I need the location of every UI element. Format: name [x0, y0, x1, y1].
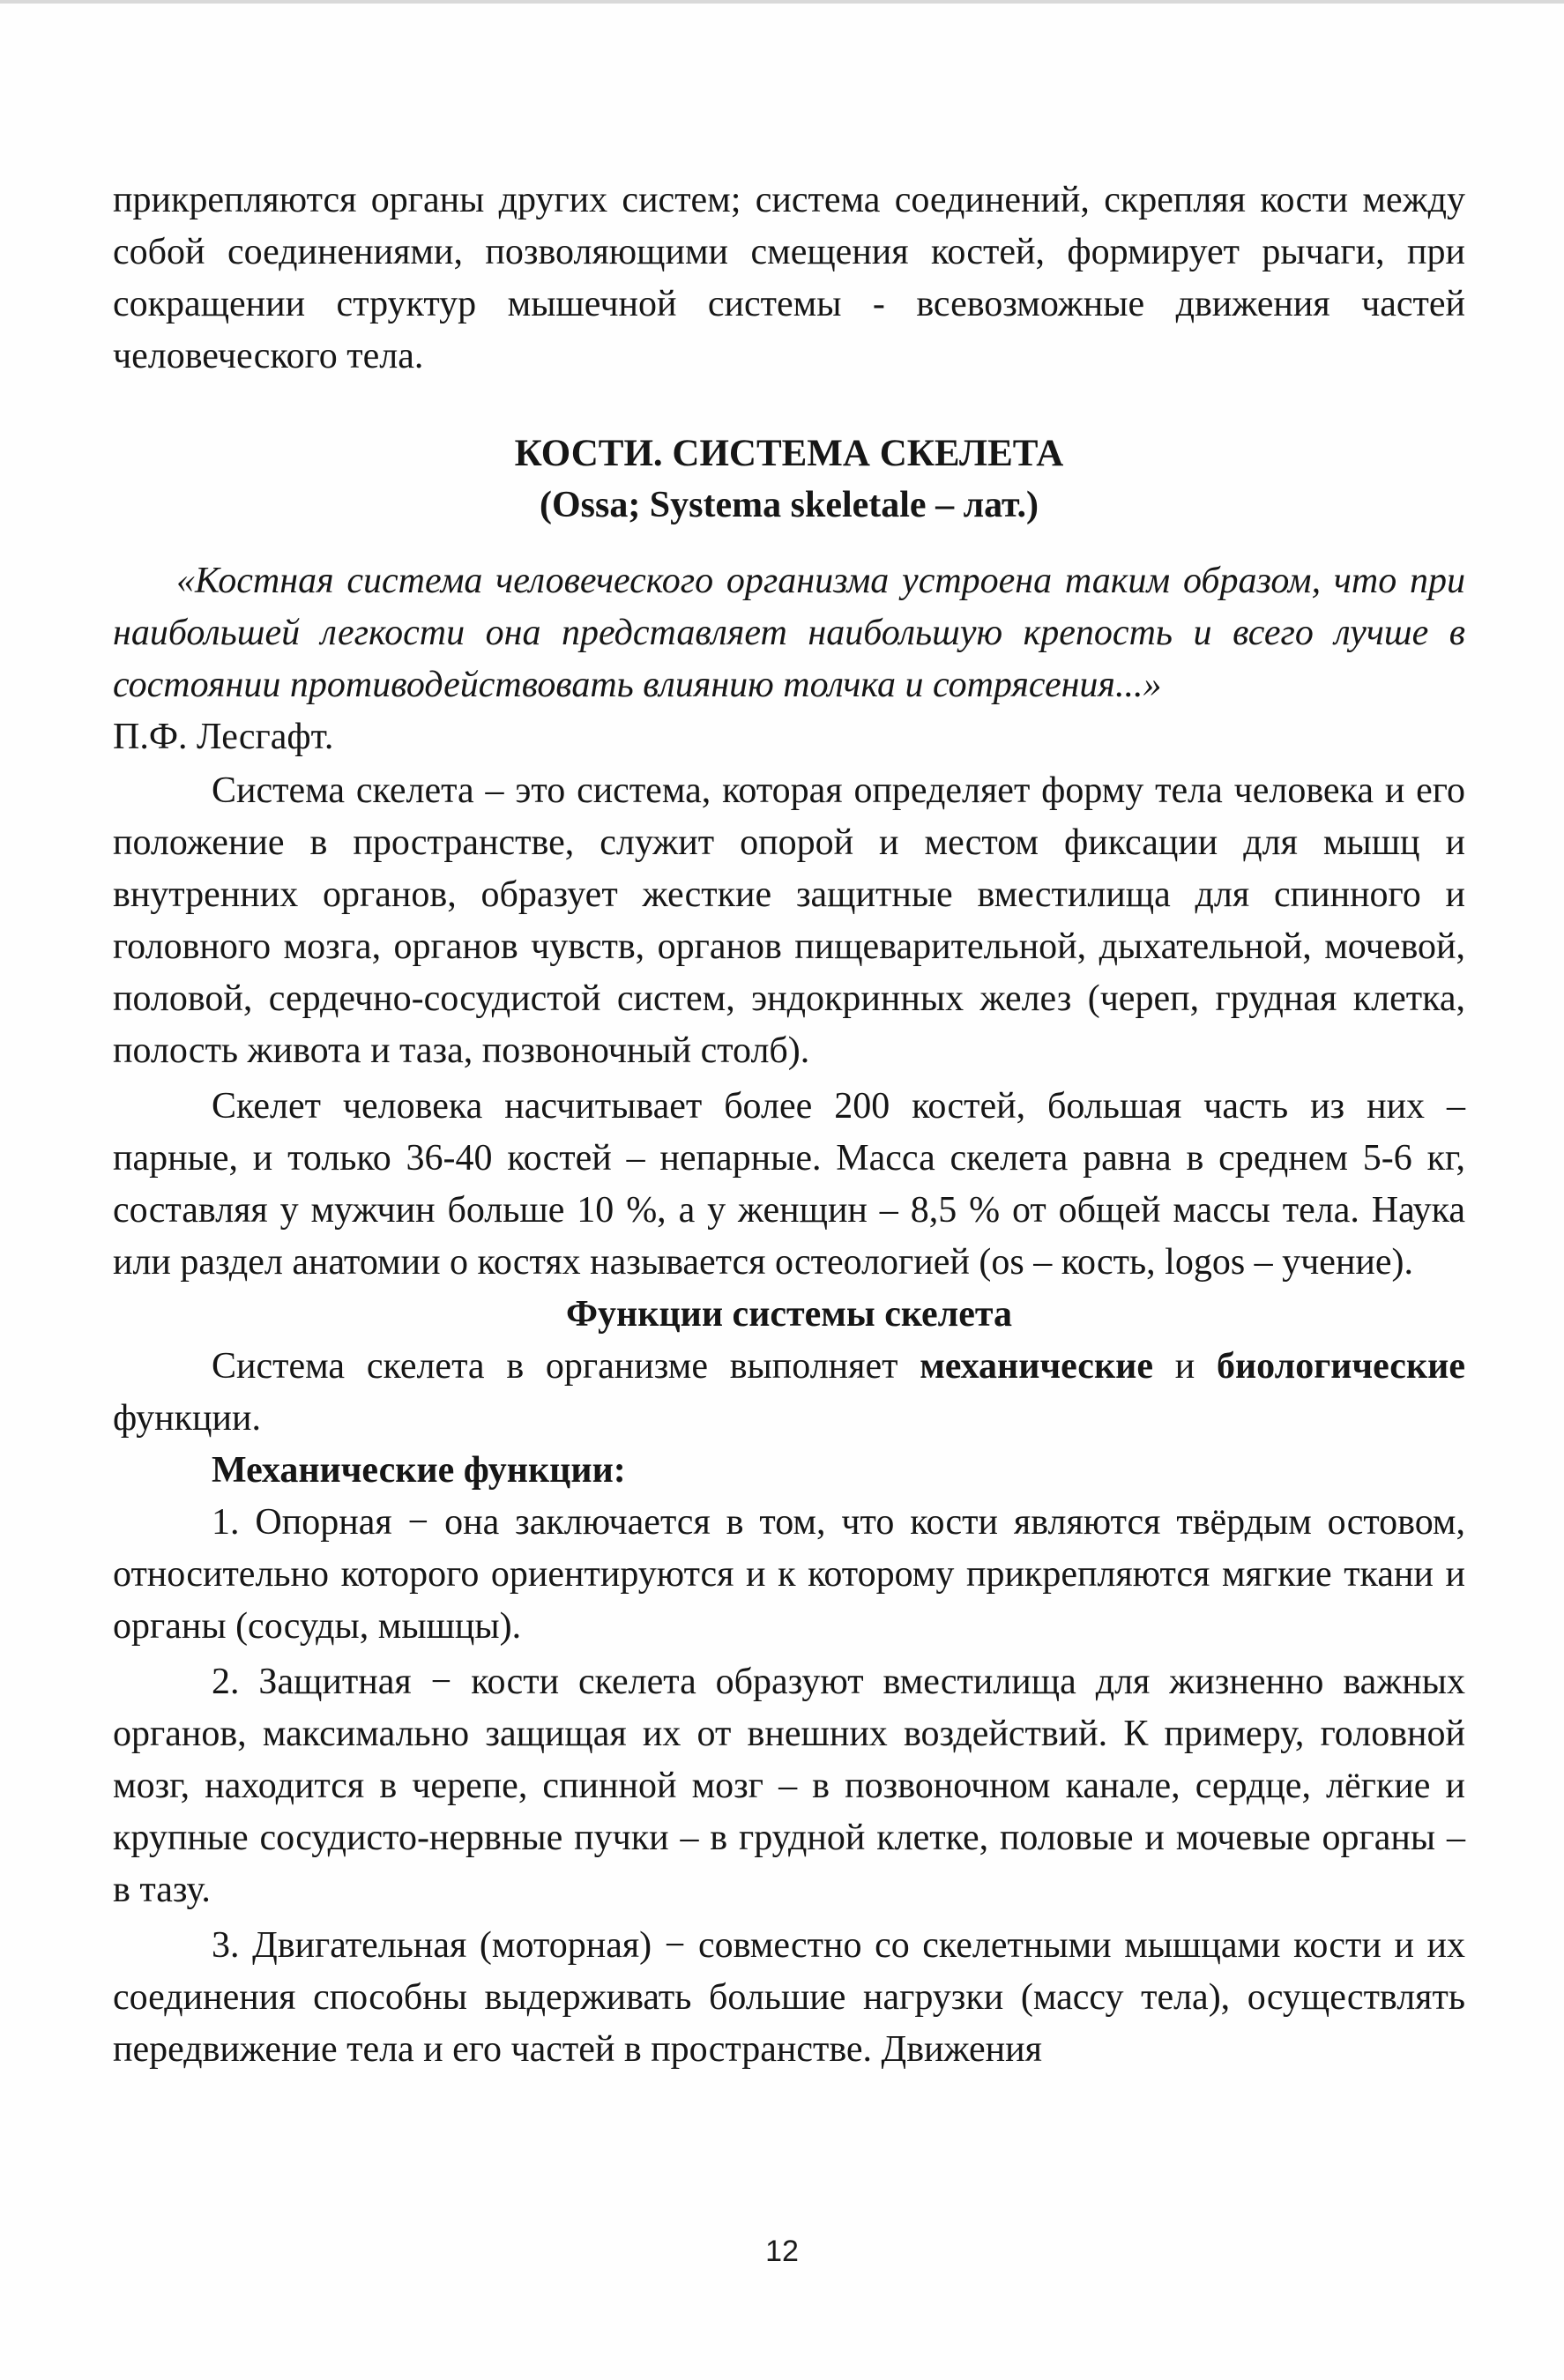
page-content: [113, 175, 1465, 2076]
functions-intro: [113, 1341, 1465, 1445]
functions-intro-mechanical: механические: [920, 1346, 1153, 1387]
scan-top-edge: [0, 0, 1564, 4]
mechanical-functions-heading: Механические функции:: [212, 1450, 626, 1491]
epigraph-quote: «Костная система человеческого организма устроена таким образом, что при наибольшей легкости она представляет наибольшую крепость и всего лучше в состоянии противодействовать влиянию толчка и сотрясения...»: [113, 561, 1465, 705]
list-item-support: 1. Опорная − она заключается в том, что кости являются твёрдым остовом, относительно которого ориентируются и к которому прикрепляются мягкие ткани и органы (сосуды, мышцы).: [113, 1502, 1465, 1647]
list-item-motor: 3. Двигательная (моторная) − совместно со скелетными мышцами кости и их соединения способны выдерживать большие нагрузки (массу тела), осуществлять передвижение тела и его частей в пространстве. Движения: [113, 1925, 1465, 2070]
page-number: 12: [765, 2235, 799, 2268]
intro-paragraph: прикрепляются органы других систем; система соединений, скрепляя кости между собой соединениями, позволяющими смещения костей, формирует рычаги, при сокращении структур мышечной системы - всевозможные движения частей человеческого тела.: [113, 180, 1465, 376]
functions-intro-biological: биологические: [1216, 1346, 1465, 1387]
functions-intro-text-3: функции.: [113, 1398, 261, 1439]
functions-intro-text-2: и: [1152, 1346, 1217, 1387]
functions-heading: Функции системы скелета: [565, 1294, 1012, 1335]
list-item-protective: 2. Защитная − кости скелета образуют вместилища для жизненно важных органов, максимально защищая их от внешних воздействий. К примеру, головной мозг, находится в черепе, спинной мозг – в позвоночном канале, сердце, лёгкие и крупные сосудисто-нервные пучки – в грудной клетке, половые и мочевые органы – в тазу.: [113, 1662, 1465, 1910]
section-heading: КОСТИ. СИСТЕМА СКЕЛЕТА: [514, 433, 1064, 474]
epigraph-author: П.Ф. Лесгафт.: [113, 717, 334, 757]
section-heading-latin: (Ossa; Systema skeletale – лат.): [539, 485, 1039, 525]
paragraph-skeleton-count: Скелет человека насчитывает более 200 костей, большая часть из них – парные, и только 36-40 костей – непарные. Масса скелета равна в среднем 5-6 кг, составляя у мужчин больше 10 %, а у женщин – 8,5 % от общей массы тела. Наука или раздел анатомии о костях называется остеологией (os – кость, logos – учение).: [113, 1086, 1465, 1283]
functions-intro-text-1: Система скелета в организме выполняет: [212, 1346, 920, 1387]
paragraph-skeleton-system: Система скелета – это система, которая определяет форму тела человека и его положение в пространстве, служит опорой и местом фиксации для мышц и внутренних органов, образует жесткие защитные вместилища для спинного и головного мозга, органов чувств, органов пищеварительной, дыхательной, мочевой, половой, сердечно-сосудистой систем, эндокринных желез (череп, грудная клетка, полость живота и таза, позвоночный столб).: [113, 770, 1465, 1071]
